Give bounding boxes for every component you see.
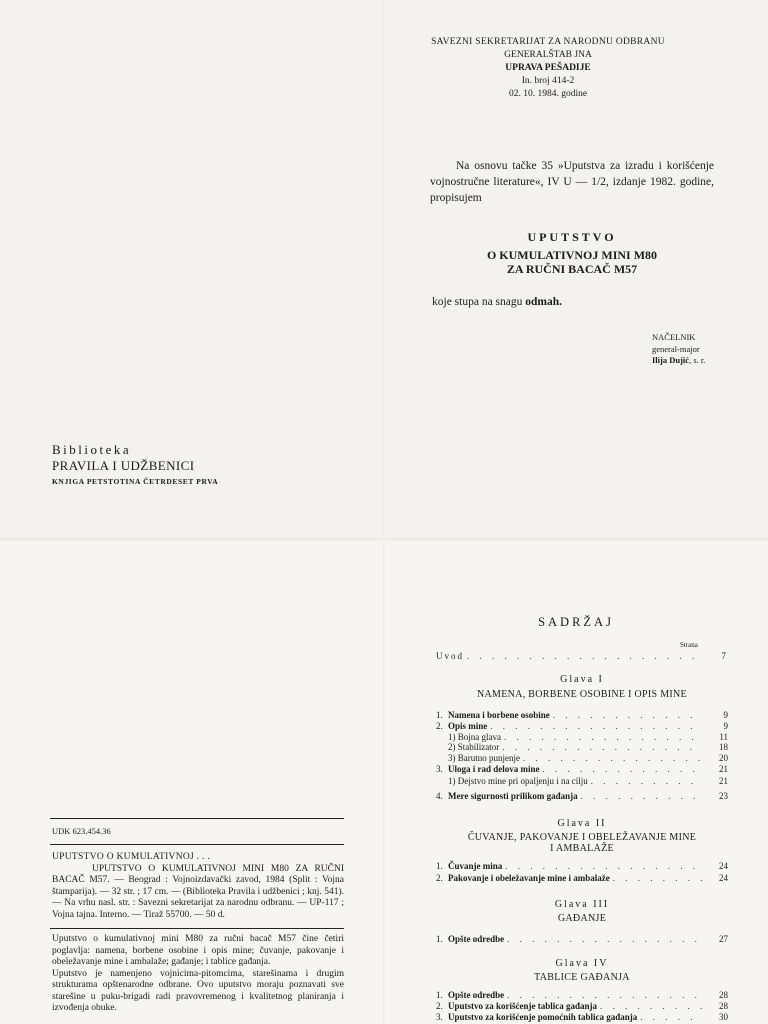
- library-series-block: [52, 442, 218, 486]
- effective-bold: odmah.: [525, 296, 563, 308]
- effective-statement: [432, 296, 562, 308]
- chapter-4-label: Glava IV: [555, 958, 609, 969]
- signature-suffix: , s. r.: [689, 355, 706, 365]
- document-date: 02. 10. 1984. godine: [508, 89, 588, 99]
- abstract-paragraph-1: Uputstvo o kumulativnoj mini M80 za ručni bacač M57 čine četiri poglavlja: namena, borbene osobine i opis mine; čuvanje, pakovanje i obeležavanje mine i ambalaže; gađanje; i tablice gađanja.: [52, 934, 344, 967]
- toc-entry[interactable]: 1. Opšte odredbe . . . 27: [436, 933, 728, 945]
- card-rule-bottom: [50, 928, 344, 929]
- org-line-3: UPRAVA PEŠADIJE: [505, 63, 591, 73]
- signature-block: [652, 332, 705, 367]
- chapter-3-title: GAĐANJE: [557, 913, 607, 924]
- toc-entry[interactable]: 3. Uloga i rad delova mine . . . 21: [436, 763, 728, 775]
- intro-paragraph: Na osnovu tačke 35 »Uputstva za izradu i korišćenje vojnostručne literature«, IV U — 1/2, izdanje 1982. godine, propisujem: [430, 160, 714, 204]
- chapter-3-label: Glava III: [554, 899, 610, 910]
- chapter-2-label: Glava II: [557, 818, 607, 829]
- toc-entry[interactable]: 2. Pakovanje i obeležavanje mine i ambalaže . . . 24: [436, 872, 728, 884]
- card-rule-middle: [50, 844, 344, 845]
- library-word: Biblioteka: [52, 442, 132, 457]
- signature-name-line: [652, 355, 705, 367]
- toc-entry[interactable]: 4. Mere sigurnosti prilikom gađanja . . . 23: [436, 790, 728, 802]
- title-line-3: ZA RUČNI BACAČ M57: [506, 262, 638, 276]
- signature-role: NAČELNIK: [652, 332, 696, 342]
- toc-page-column-label: Strana: [680, 641, 698, 649]
- toc-entry[interactable]: 1. Opšte odredbe . . . 28: [436, 989, 728, 1001]
- toc-entry[interactable]: 1. Čuvanje mina . . . 24: [436, 860, 728, 872]
- title-line-1: UPUTSTVO: [527, 230, 617, 244]
- signature-rank: general-major: [652, 343, 700, 354]
- toc-entry-label: Uvod: [436, 651, 464, 661]
- catalog-entry: [52, 852, 344, 921]
- udk-number: UDK 623.454.36: [52, 826, 111, 836]
- document-number: In. broj 414-2: [521, 76, 575, 86]
- toc-entry[interactable]: 3. Uputstvo za korišćenje pomoćnih tablica gađanja . . . 30: [436, 1011, 728, 1023]
- effective-text: koje stupa na snagu: [432, 296, 526, 308]
- abstract-paragraph-2: Uputstvo je namenjeno vojnicima-pitomcima, starešinama i drugim strukturama opštenarodne odbrane. Ovo uputstvo moraju poznavati sve starešine u puku-brigadi radi pravovremenog i kvalitetnog planiranja i izvođenja obuke.: [52, 968, 344, 1013]
- toc-entry[interactable]: 2. Uputstvo za korišćenje tablica gađanja . . . 28: [436, 1000, 728, 1012]
- chapter-1-title: NAMENA, BORBENE OSOBINE I OPIS MINE: [477, 689, 687, 700]
- card-rule-top: [50, 818, 344, 819]
- library-series: PRAVILA I UDŽBENICI: [52, 458, 195, 473]
- title-line-2: O KUMULATIVNOJ MINI M80: [486, 248, 658, 262]
- catalog-entry-body: UPUTSTVO O KUMULATIVNOJ MINI M80 ZA RUČNI BACAČ M57. — Beograd : Vojnoizdavački zavod, 1984 (Split : Vojna štamparija). — 32 str. ; 17 cm. — (Biblioteka Pravila i udžbenici ; knj. 541). — Na vrhu nasl. str. : Savezni sekretarijat za narodnu odbranu. — UP-117 ; Vojna tajna. Interno. — Tiraž 55700. — 50 d.: [52, 863, 344, 920]
- toc-entry-page: 7: [721, 651, 728, 661]
- toc-heading: SADRŽAJ: [538, 615, 614, 629]
- org-line-2: GENERALŠTAB JNA: [504, 50, 592, 60]
- chapter-2-title-line-2: I AMBALAŽE: [550, 843, 614, 854]
- chapter-4-title: TABLICE GAĐANJA: [534, 972, 630, 983]
- page-gutter: [383, 0, 385, 1024]
- catalog-abstract: [52, 934, 344, 1015]
- chapter-1-label: Glava I: [560, 674, 604, 685]
- library-book-number: KNJIGA PETSTOTINA ČETRDESET PRVA: [52, 477, 219, 486]
- catalog-entry-title: UPUTSTVO O KUMULATIVNOJ . . .: [52, 852, 211, 862]
- chapter-2-title-line-1: ČUVANJE, PAKOVANJE I OBELEŽAVANJE MINE: [467, 832, 697, 843]
- issuing-authority-header: [420, 36, 676, 101]
- document-title: [430, 230, 714, 276]
- toc-subentry[interactable]: 2) Stabilizator . . . 18: [436, 741, 728, 753]
- toc-entry[interactable]: 1. Namena i borbene osobine . . . 9: [436, 709, 728, 721]
- signature-name: Ilija Dujić: [652, 355, 690, 365]
- org-line-1: SAVEZNI SEKRETARIJAT ZA NARODNU ODBRANU: [431, 37, 665, 47]
- toc-entry-intro[interactable]: [436, 650, 728, 662]
- toc-subentry[interactable]: 1) Bojna glava . . . 11: [436, 731, 728, 743]
- toc-subentry[interactable]: 1) Dejstvo mine pri opaljenju i na cilju . . . 21: [436, 775, 728, 787]
- toc-entry[interactable]: 2. Opis mine . . . 9: [436, 720, 728, 732]
- toc-subentry[interactable]: 3) Barutno punjenje . . . 20: [436, 752, 728, 764]
